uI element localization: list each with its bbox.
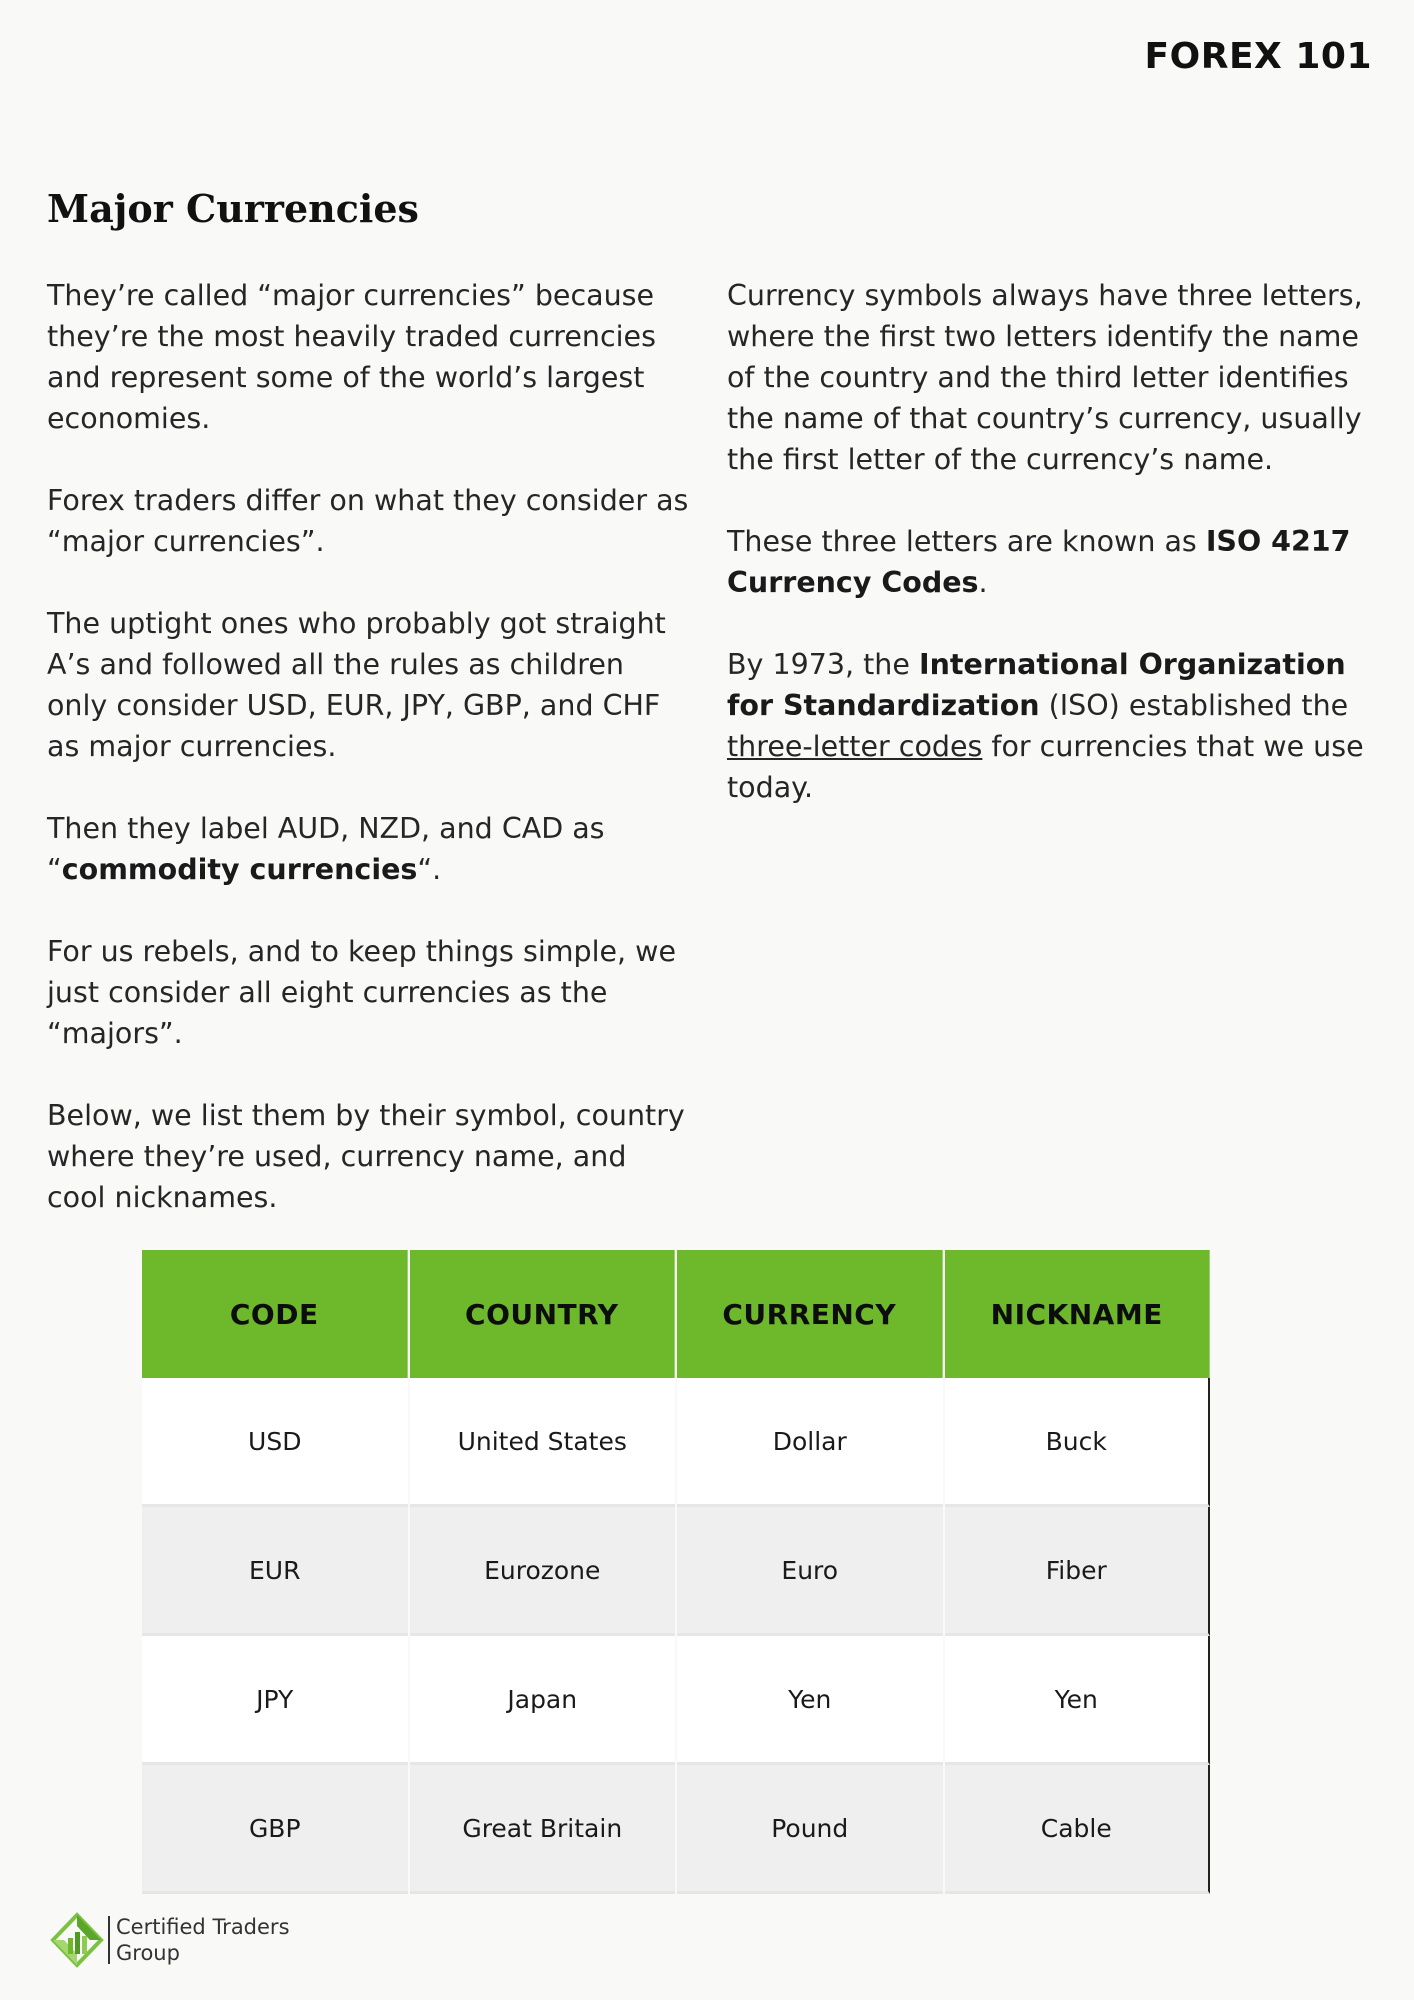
text: Then they label AUD, NZD, and CAD as “ (47, 812, 605, 886)
cell-nickname: Yen (945, 1636, 1211, 1765)
cell-nickname: Cable (945, 1765, 1211, 1894)
header-code: CODE (142, 1250, 408, 1378)
table-row (142, 1636, 1210, 1765)
cell-code: JPY (142, 1636, 408, 1765)
paragraph: Below, we list them by their symbol, country where they’re used, currency name, and cool nicknames. (47, 1099, 685, 1214)
cell-currency: Euro (677, 1507, 943, 1636)
header-currency: CURRENCY (677, 1250, 943, 1378)
text: for currencies that we use today. (727, 730, 1364, 804)
page-title: Major Currencies (47, 186, 419, 231)
paragraph (47, 808, 692, 890)
certified-traders-logo-icon (50, 1912, 104, 1968)
cell-code: EUR (142, 1507, 408, 1636)
header-country: COUNTRY (410, 1250, 676, 1378)
cell-code: GBP (142, 1765, 408, 1894)
currency-table (140, 1250, 1212, 1894)
table-row (142, 1507, 1210, 1636)
cell-code: USD (142, 1378, 408, 1507)
cell-nickname: Fiber (945, 1507, 1211, 1636)
cell-currency: Dollar (677, 1378, 943, 1507)
logo-divider (108, 1916, 110, 1964)
logo-text (116, 1914, 290, 1966)
bold-text: commodity currencies (61, 853, 418, 886)
logo-text-line1: Certified Traders (116, 1915, 290, 1939)
text: . (978, 566, 988, 599)
cell-country: Japan (410, 1636, 676, 1765)
text: By 1973, the (727, 648, 919, 681)
table-header-row (142, 1250, 1210, 1378)
company-logo (50, 1912, 290, 1968)
header-title: FOREX 101 (1144, 36, 1372, 77)
table-row (142, 1378, 1210, 1507)
three-letter-codes-link[interactable]: three-letter codes (727, 730, 983, 763)
logo-text-line2: Group (116, 1941, 180, 1965)
cell-country: Eurozone (410, 1507, 676, 1636)
header-nickname: NICKNAME (945, 1250, 1211, 1378)
paragraph: Currency symbols always have three letters, where the first two letters identify the name of the country and the third letter identifies the name of that country’s currency, usually the first letter of the currency’s name. (727, 279, 1363, 476)
paragraph: Forex traders differ on what they consider as “major currencies”. (47, 484, 689, 558)
text: “. (417, 853, 442, 886)
cell-currency: Yen (677, 1636, 943, 1765)
bold-text: ISO 4217 Currency Codes (727, 525, 1351, 599)
text: These three letters are known as (727, 525, 1206, 558)
text: (ISO) established the (1039, 689, 1349, 722)
paragraph: For us rebels, and to keep things simple, we just consider all eight currencies as the “majors”. (47, 935, 677, 1050)
paragraph: They’re called “major currencies” because they’re the most heavily traded currencies and represent some of the world’s largest economies. (47, 279, 656, 435)
paragraph (727, 644, 1377, 808)
left-column (47, 275, 692, 1259)
table-row (142, 1765, 1210, 1894)
bold-text: International Organization for Standardization (727, 648, 1346, 722)
cell-nickname: Buck (945, 1378, 1211, 1507)
cell-country: Great Britain (410, 1765, 676, 1894)
paragraph: The uptight ones who probably got straight A’s and followed all the rules as children only consider USD, EUR, JPY, GBP, and CHF as major currencies. (47, 607, 666, 763)
paragraph (727, 521, 1377, 603)
right-column (727, 275, 1377, 849)
cell-country: United States (410, 1378, 676, 1507)
cell-currency: Pound (677, 1765, 943, 1894)
